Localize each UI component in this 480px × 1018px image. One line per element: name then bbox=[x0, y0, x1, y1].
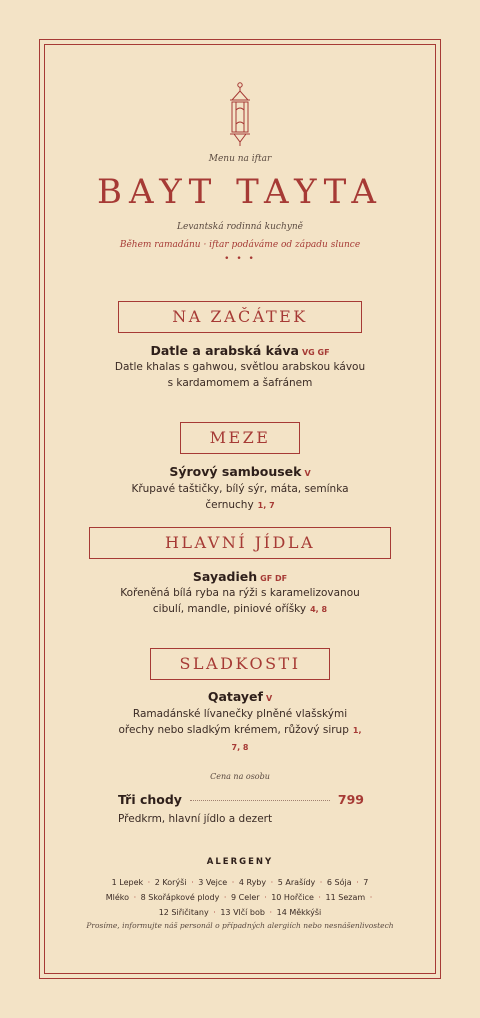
allergen-item: 1 Lepek bbox=[111, 878, 144, 887]
dish-tags: GF DF bbox=[260, 574, 288, 583]
allergen-item: 9 Celer bbox=[230, 893, 260, 902]
allergen-item: 6 Sója bbox=[326, 878, 352, 887]
price-value: 799 bbox=[337, 792, 364, 807]
allergen-separator: · bbox=[261, 893, 270, 902]
allergen-separator: · bbox=[188, 878, 197, 887]
allergen-item: 8 Skořápkové plody bbox=[140, 893, 220, 902]
allergen-item: 3 Vejce bbox=[198, 878, 228, 887]
allergen-item: 12 Siřičitany bbox=[158, 908, 209, 917]
lantern-icon bbox=[225, 82, 255, 148]
dish-name: Datle a arabská káva bbox=[150, 343, 299, 358]
dish-description: Kořeněná bílá ryba na rýži s karamelizovanou cibulí, mandle, piniové oříšky 4, 8 bbox=[120, 587, 360, 615]
allergen-separator: · bbox=[315, 893, 324, 902]
allergen-item: 10 Hořčice bbox=[271, 893, 314, 902]
dish-row bbox=[44, 340, 436, 359]
allergen-item: 14 Měkkýši bbox=[276, 908, 322, 917]
dish-allergens: 4, 8 bbox=[310, 605, 328, 614]
tagline: Levantská rodinná kuchyně bbox=[177, 222, 303, 232]
price-label: Cena na osobu bbox=[210, 772, 270, 781]
section-title-meze: MEZE bbox=[180, 422, 300, 454]
allergen-separator: · bbox=[266, 908, 275, 917]
allergen-separator: · bbox=[268, 878, 276, 887]
dish-description: Datle khalas s gahwou, světlou arabskou kávou s kardamomem a šafránem bbox=[114, 361, 366, 389]
restaurant-title: BAYT TAYTA bbox=[97, 172, 383, 212]
allergen-separator: · bbox=[210, 908, 219, 917]
dish-allergens: 1, 7, 8 bbox=[231, 726, 362, 752]
menu-subtitle: Menu na iftar bbox=[208, 154, 272, 164]
allergen-item: 13 Vlčí bob bbox=[220, 908, 265, 917]
dotted-leader bbox=[190, 800, 330, 801]
dish-tags: VG GF bbox=[301, 348, 330, 357]
section-title-mains: HLAVNÍ JÍDLA bbox=[89, 527, 391, 559]
allergen-item: 7 Mléko bbox=[105, 878, 369, 902]
dish-row bbox=[44, 461, 436, 480]
allergen-separator: · bbox=[131, 893, 139, 902]
dish-name: Qatayef bbox=[207, 689, 263, 704]
allergen-item: 2 Korýši bbox=[154, 878, 187, 887]
dish-description: Ramadánské lívanečky plněné vlašskými ořechy nebo sladkým krémem, růžový sirup 1, 7, 8 bbox=[118, 708, 362, 752]
price-row bbox=[118, 792, 364, 810]
dish-allergens: 1, 7 bbox=[257, 501, 275, 510]
allergen-separator: · bbox=[229, 878, 237, 887]
dish-name: Sayadieh bbox=[192, 569, 258, 584]
section-title-starters: NA ZAČÁTEK bbox=[118, 301, 362, 333]
course-name: Tři chody bbox=[118, 792, 182, 807]
allergens-title: ALERGENY bbox=[206, 857, 274, 867]
allergen-separator: · bbox=[145, 878, 153, 887]
allergen-item: 4 Ryby bbox=[238, 878, 267, 887]
course-description: Předkrm, hlavní jídlo a dezert bbox=[118, 813, 273, 825]
dish-tags: V bbox=[265, 694, 273, 703]
allergen-separator: · bbox=[353, 878, 362, 887]
dish-description: Křupavé taštičky, bílý sýr, máta, semínka černuchy 1, 7 bbox=[131, 483, 349, 511]
dish-name: Sýrový sambousek bbox=[169, 464, 302, 479]
allergens-list bbox=[44, 875, 436, 920]
dish-row bbox=[44, 566, 436, 585]
section-title-desserts: SLADKOSTI bbox=[150, 648, 330, 680]
allergen-separator: · bbox=[367, 893, 373, 902]
dish-tags: V bbox=[304, 469, 311, 478]
allergen-item: 5 Arašídy bbox=[277, 878, 316, 887]
allergen-item: 11 Sezam bbox=[325, 893, 366, 902]
ramadan-note: Během ramadánu · iftar podáváme od západu slunce bbox=[119, 240, 361, 250]
allergen-separator: · bbox=[317, 878, 325, 887]
allergens-note: Prosíme, informujte náš personál o případných alergiích nebo nesnášenlivostech bbox=[86, 921, 394, 930]
dish-row bbox=[44, 686, 436, 705]
allergen-separator: · bbox=[221, 893, 229, 902]
decorative-dots: • • • bbox=[224, 254, 256, 264]
